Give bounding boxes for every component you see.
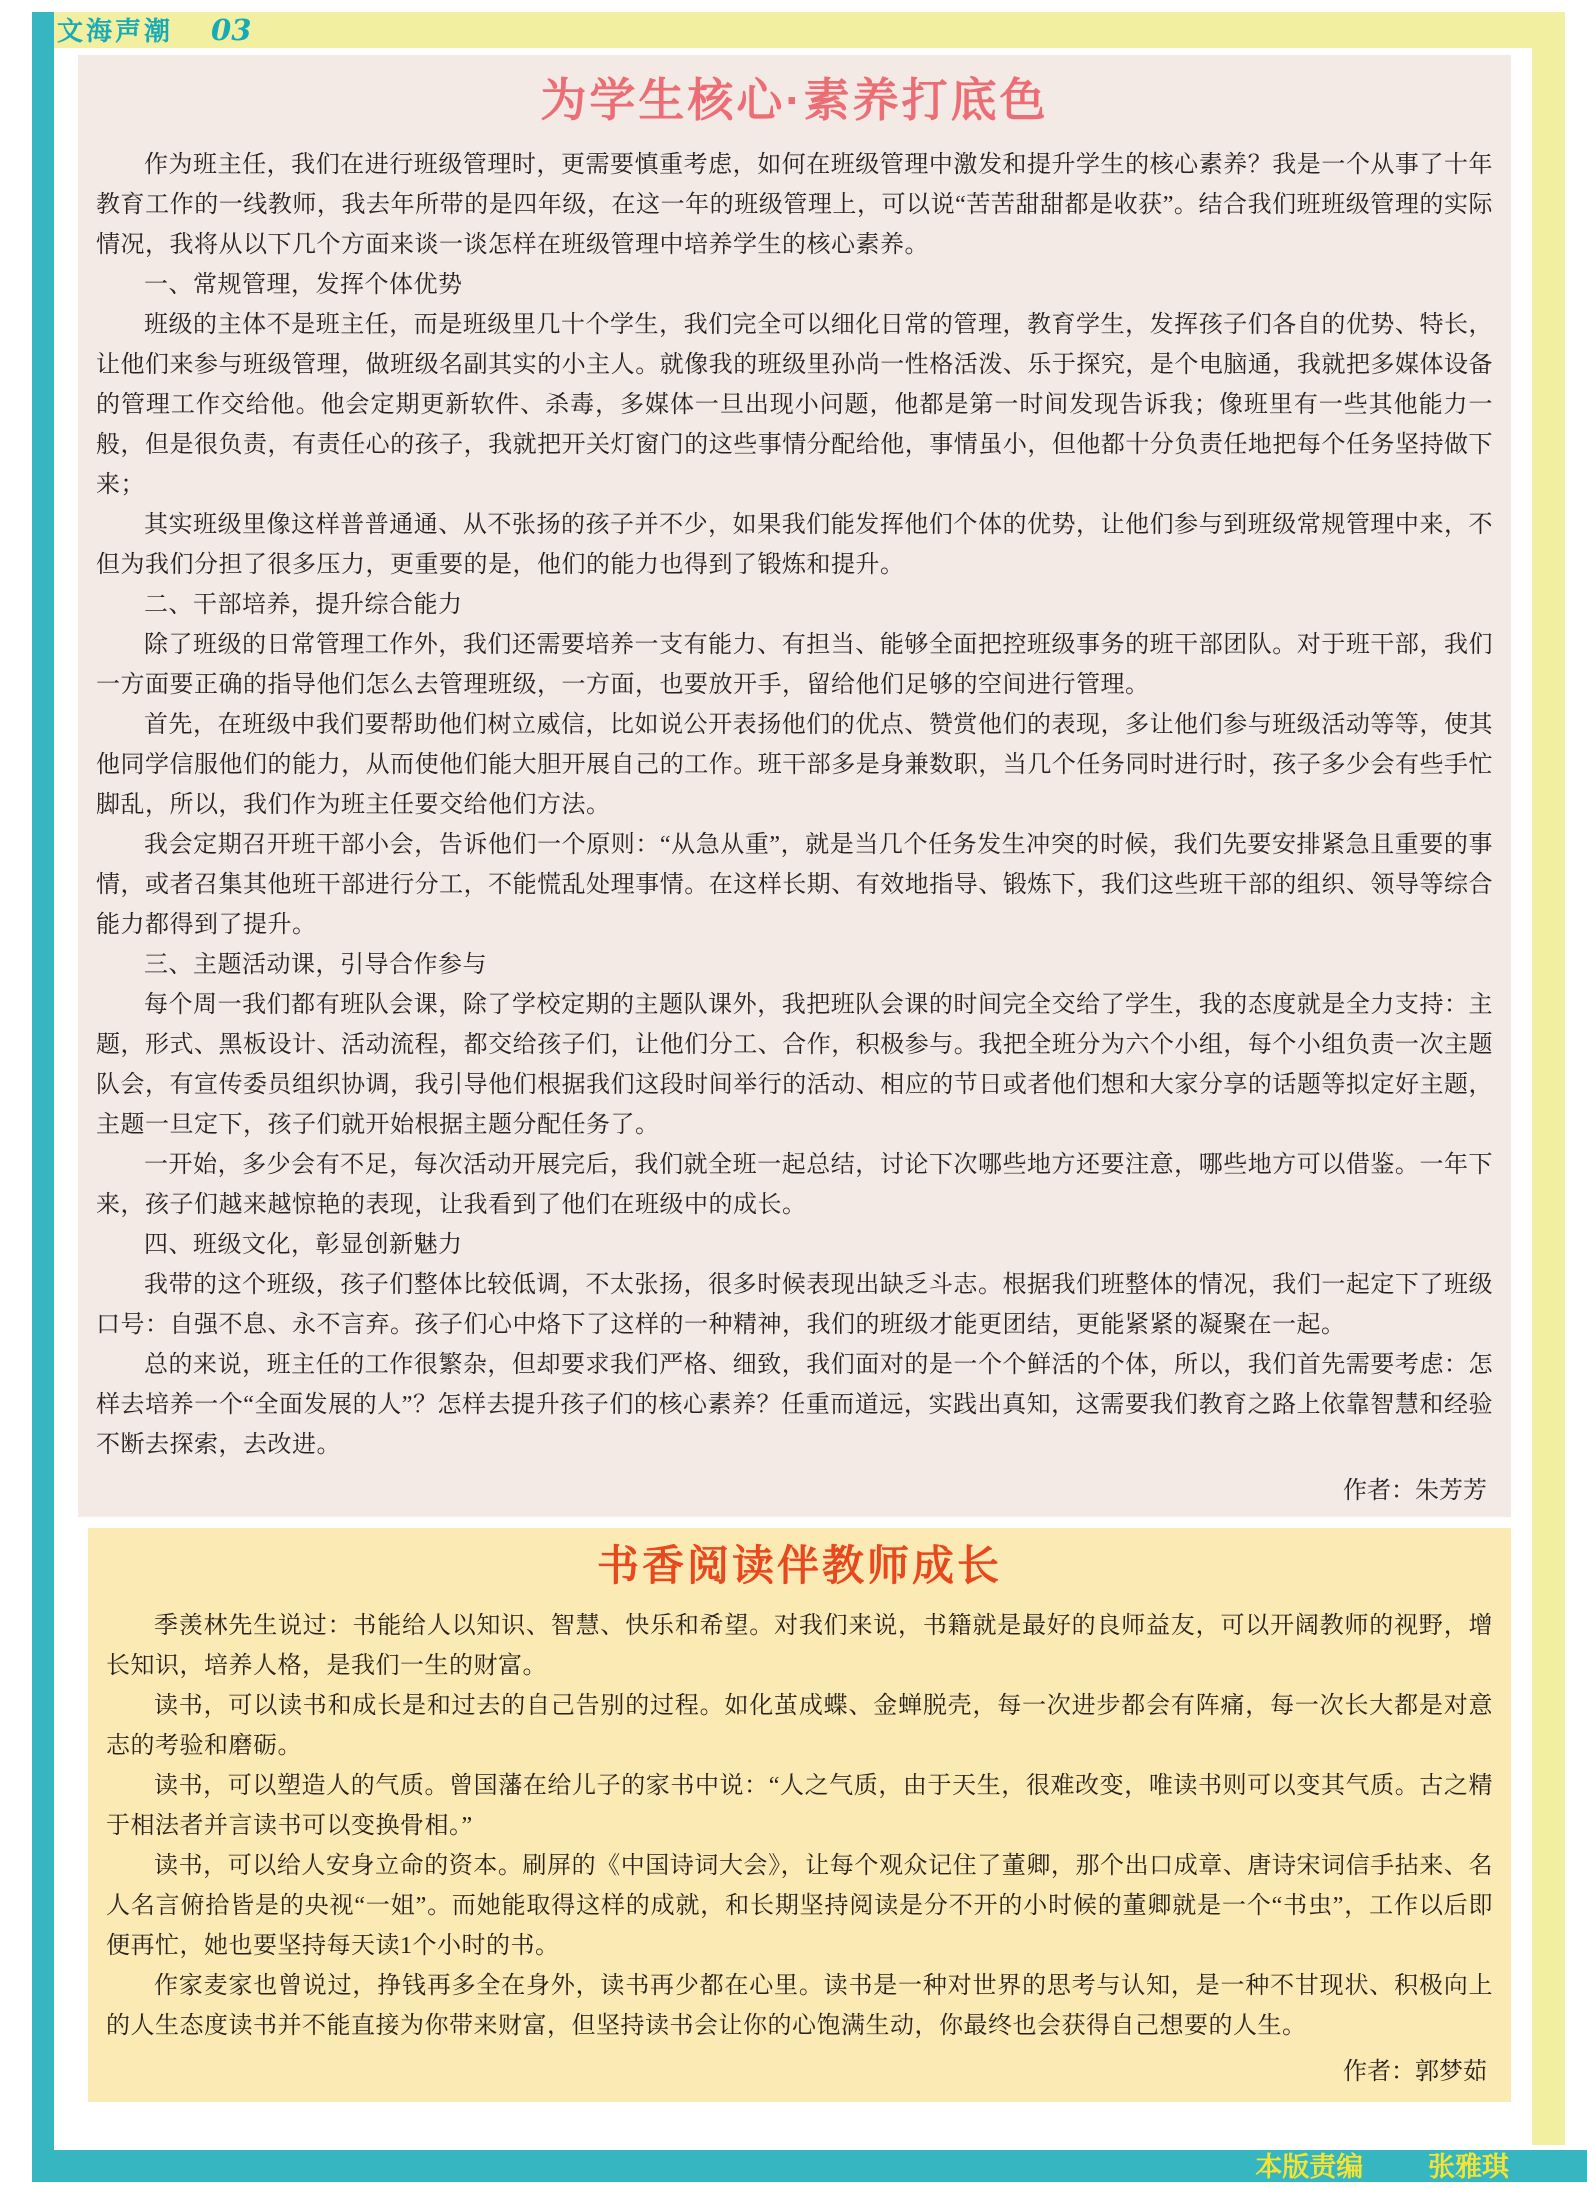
paragraph: 首先，在班级中我们要帮助他们树立威信，比如说公开表扬他们的优点、赞赏他们的表现，多让他们参与班级活动等等，使其他同学信服他们的能力，从而使他们能大胆开展自己的工作。班干部多是身兼数职，当几个任务同时进行时，孩子多少会有些手忙脚乱，所以，我们作为班主任要交给他们方法。: [96, 712, 1493, 818]
masthead-title: 文海声潮: [57, 16, 174, 46]
article1-title: 为学生核心·素养打底色: [540, 74, 1049, 126]
paragraph: 总的来说，班主任的工作很繁杂，但却要求我们严格、细致，我们面对的是一个个鲜活的个体，所以，我们首先需要考虑：怎样去培养一个“全面发展的人”？怎样去提升孩子们的核心素养？任重而道远，实践出真知，这需要我们教育之路上依靠智慧和经验不断去探索，去改进。: [96, 1352, 1493, 1458]
article-core-literacy: [78, 55, 1511, 1517]
footer-credit-editor: 张雅琪: [1428, 2152, 1509, 2182]
paragraph: 二、干部培养，提升综合能力: [144, 592, 463, 618]
left-border-bar: [32, 12, 54, 2182]
paragraph: 我会定期召开班干部小会，告诉他们一个原则：“从急从重”，就是当几个任务发生冲突的时候，我们先要安排紧急且重要的事情，或者召集其他班干部进行分工，不能慌乱处理事情。在这样长期、有效地指导、锻炼下，我们这些班干部的组织、领导等综合能力都得到了提升。: [96, 832, 1493, 938]
paragraph: 除了班级的日常管理工作外，我们还需要培养一支有能力、有担当、能够全面把控班级事务的班干部团队。对于班干部，我们一方面要正确的指导他们怎么去管理班级，一方面，也要放开手，留给他们足够的空间进行管理。: [96, 632, 1493, 698]
article2-body: [106, 1606, 1493, 2046]
paragraph: 读书，可以塑造人的气质。曾国藩在给儿子的家书中说：“人之气质，由于天生，很难改变，唯读书则可以变其气质。古之精于相法者并言读书可以变换骨相。”: [106, 1773, 1493, 1839]
bottom-border-bar: [32, 2150, 1587, 2182]
paragraph: 四、班级文化，彰显创新魅力: [144, 1232, 463, 1258]
article2-author: 作者：郭梦茹: [1343, 2059, 1487, 2085]
article-reading-growth: [88, 1528, 1511, 2102]
paragraph: 一开始，多少会有不足，每次活动开展完后，我们就全班一起总结，讨论下次哪些地方还要注意，哪些地方可以借鉴。一年下来，孩子们越来越惊艳的表现，让我看到了他们在班级中的成长。: [96, 1152, 1493, 1218]
paragraph: 其实班级里像这样普普通通、从不张扬的孩子并不少，如果我们能发挥他们个体的优势，让他们参与到班级常规管理中来，不但为我们分担了很多压力，更重要的是，他们的能力也得到了锻炼和提升。: [96, 512, 1493, 578]
masthead-page-number: 03: [211, 13, 252, 47]
paragraph: 我带的这个班级，孩子们整体比较低调，不太张扬，很多时候表现出缺乏斗志。根据我们班整体的情况，我们一起定下了班级口号：自强不息、永不言弃。孩子们心中烙下了这样的一种精神，我们的班级才能更团结，更能紧紧的凝聚在一起。: [96, 1272, 1493, 1338]
footer-credit: [1255, 2150, 1509, 2182]
paragraph: 季羡林先生说过：书能给人以知识、智慧、快乐和希望。对我们来说，书籍就是最好的良师益友，可以开阔教师的视野，增长知识，培养人格，是我们一生的财富。: [106, 1613, 1493, 1679]
article1-author: 作者：朱芳芳: [1343, 1478, 1487, 1504]
paragraph: 作家麦家也曾说过，挣钱再多全在身外，读书再少都在心里。读书是一种对世界的思考与认知，是一种不甘现状、积极向上的人生态度读书并不能直接为你带来财富，但坚持读书会让你的心饱满生动，你最终也会获得自己想要的人生。: [106, 1973, 1493, 2039]
article2-title: 书香阅读伴教师成长: [596, 1542, 1002, 1589]
paragraph: 一、常规管理，发挥个体优势: [144, 272, 463, 298]
paragraph: 读书，可以给人安身立命的资本。刷屏的《中国诗词大会》，让每个观众记住了董卿，那个出口成章、唐诗宋词信手拈来、名人名言俯拾皆是的央视“一姐”。而她能取得这样的成就，和长期坚持阅读是分不开的小时候的董卿就是一个“书虫”，工作以后即便再忙，她也要坚持每天读1个小时的书。: [106, 1853, 1493, 1959]
right-accent-strip: [1532, 48, 1565, 2145]
paragraph: 作为班主任，我们在进行班级管理时，更需要慎重考虑，如何在班级管理中激发和提升学生的核心素养？我是一个从事了十年教育工作的一线教师，我去年所带的是四年级，在这一年的班级管理上，可以说“苦苦甜甜都是收获”。结合我们班班级管理的实际情况，我将从以下几个方面来谈一谈怎样在班级管理中培养学生的核心素养。: [96, 152, 1493, 258]
article1-body: [96, 145, 1493, 1465]
footer-credit-label: 本版责编: [1255, 2152, 1364, 2182]
masthead: [57, 13, 251, 49]
paragraph: 三、主题活动课，引导合作参与: [144, 952, 487, 978]
paragraph: 班级的主体不是班主任，而是班级里几十个学生，我们完全可以细化日常的管理，教育学生，发挥孩子们各自的优势、特长，让他们来参与班级管理，做班级名副其实的小主人。就像我的班级里孙尚一性格活泼、乐于探究，是个电脑通，我就把多媒体设备的管理工作交给他。他会定期更新软件、杀毒，多媒体一旦出现小问题，他都是第一时间发现告诉我；像班里有一些其他能力一般，但是很负责，有责任心的孩子，我就把开关灯窗门的这些事情分配给他，事情虽小，但他都十分负责任地把每个任务坚持做下来；: [96, 312, 1493, 498]
paragraph: 读书，可以读书和成长是和过去的自己告别的过程。如化茧成蝶、金蝉脱壳，每一次进步都会有阵痛，每一次长大都是对意志的考验和磨砺。: [106, 1693, 1493, 1759]
top-accent-strip: [54, 12, 1565, 48]
paragraph: 每个周一我们都有班队会课，除了学校定期的主题队课外，我把班队会课的时间完全交给了学生，我的态度就是全力支持：主题，形式、黑板设计、活动流程，都交给孩子们，让他们分工、合作，积极参与。我把全班分为六个小组，每个小组负责一次主题队会，有宣传委员组织协调，我引导他们根据我们这段时间举行的活动、相应的节日或者他们想和大家分享的话题等拟定好主题，主题一旦定下，孩子们就开始根据主题分配任务了。: [96, 992, 1493, 1138]
